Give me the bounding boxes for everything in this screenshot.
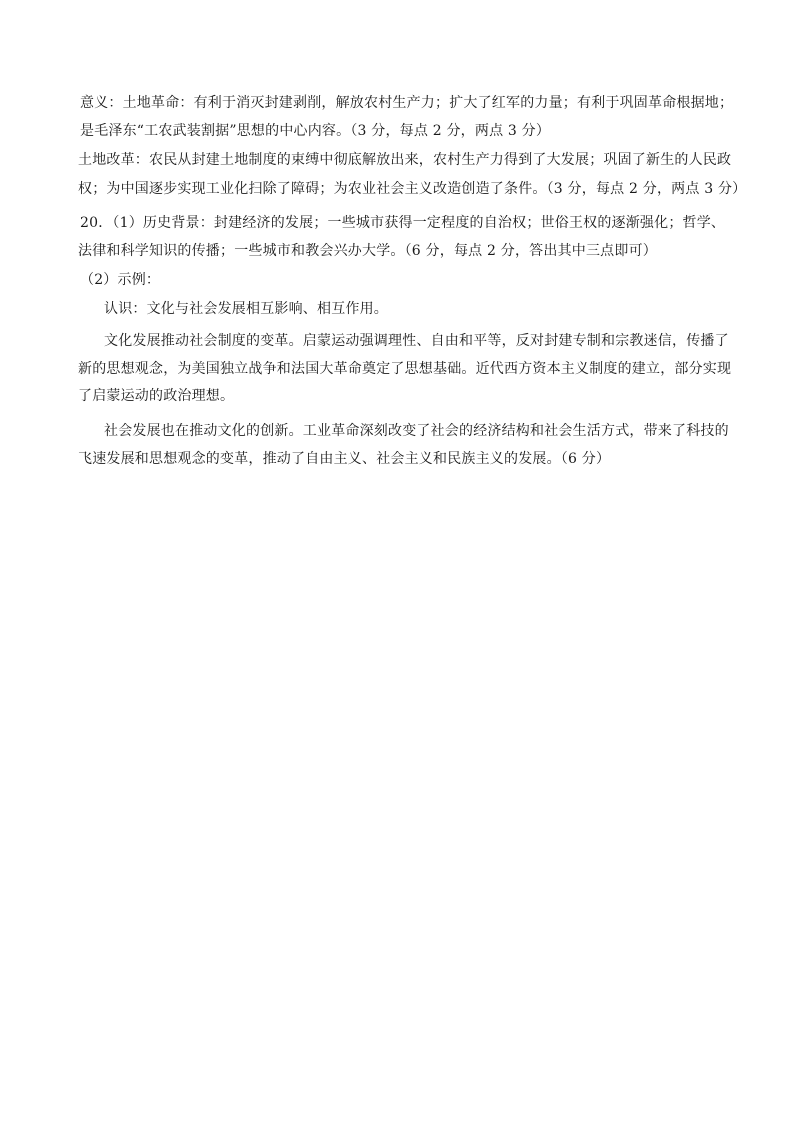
land-reform-line-2: 权；为中国逐步实现工业化扫除了障碍；为农业社会主义改造创造了条件。（3 分，每点 2 分，两点 3 分） [78,181,747,197]
meaning-land-revolution-line-1: 意义：土地革命：有利于消灭封建剥削，解放农村生产力；扩大了红军的力量；有利于巩固革命根据地； [80,95,734,111]
question-20-part-1-line-2: 法律和科学知识的传播；一些城市和教会兴办大学。（6 分，每点 2 分，答出其中三点即可） [78,243,657,259]
understanding-line: 认识：文化与社会发展相互影响、相互作用。 [104,301,388,317]
culture-paragraph-line-1: 文化发展推动社会制度的变革。启蒙运动强调理性、自由和平等，反对封建专制和宗教迷信，传播了 [104,333,729,349]
question-20-part-2-heading: （2）示例： [80,272,161,288]
culture-paragraph-line-2: 新的思想观念，为美国独立战争和法国大革命奠定了思想基础。近代西方资本主义制度的建立，部分实现 [78,361,732,377]
question-20-part-1-line-1: 20．（1）历史背景：封建经济的发展；一些城市获得一定程度的自治权；世俗王权的逐渐强化；哲学、 [80,215,726,231]
meaning-land-revolution-line-2: 是毛泽东“工农武装割据”思想的中心内容。（3 分，每点 2 分，两点 3 分） [80,123,551,139]
land-reform-line-1: 土地改革：农民从封建土地制度的束缚中彻底解放出来，农村生产力得到了大发展；巩固了新生的人民政 [78,152,732,168]
society-paragraph-line-1: 社会发展也在推动文化的创新。工业革命深刻改变了社会的经济结构和社会生活方式，带来了科技的 [104,423,729,439]
culture-paragraph-line-3: 了启蒙运动的政治理想。 [78,388,235,404]
society-paragraph-line-2: 飞速发展和思想观念的变革，推动了自由主义、社会主义和民族主义的发展。（6 分） [78,451,611,467]
